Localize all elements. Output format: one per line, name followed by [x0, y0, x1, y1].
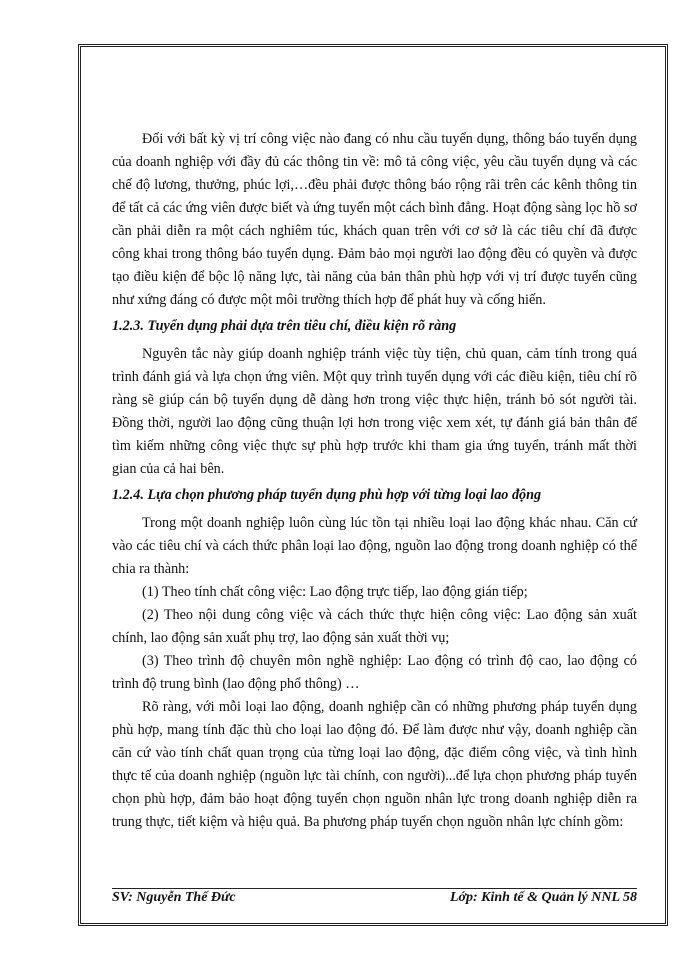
footer-student: SV: Nguyễn Thế Đức	[112, 890, 236, 905]
page-footer	[112, 890, 637, 906]
paragraph-labor-types: Trong một doanh nghiệp luôn cùng lúc tồn tại nhiều loại lao động khác nhau. Căn cứ vào các tiêu chí và cách thức phân loại lao động, nguồn lao động trong doanh nghiệp có thể chia ra thành:	[112, 515, 637, 577]
footer-class: Lớp: Kinh tế & Quản lý NNL 58	[449, 890, 637, 905]
paragraph-recruitment-notice: Đối với bất kỳ vị trí công việc nào đang có nhu cầu tuyển dụng, thông báo tuyển dụng của doanh nghiệp với đầy đủ các thông tin về: mô tả công việc, yêu cầu tuyển dụng và các chế độ lương, thưởng, phúc lợi,…đều phải được thông báo rộng rãi trên các kênh thông tin để tất cả các ứng viên được biết và ứng tuyển một cách bình đẳng. Hoạt động sàng lọc hồ sơ cần phải diễn ra một cách nghiêm túc, khách quan trên với cơ sở là các tiêu chí đã được công khai trong thông báo tuyển dụng. Đảm bảo mọi người lao động đều có quyền và được tạo điều kiện để bộc lộ năng lực, tài năng của bản thân phù hợp với vị trí được tuyển cũng như xứng đáng có được một môi trường thích hợp để phát huy và cống hiến.	[112, 131, 637, 308]
section-heading-1-2-4: 1.2.4. Lựa chọn phương pháp tuyển dụng phù hợp với từng loại lao động	[112, 487, 542, 503]
page-content	[112, 128, 637, 834]
paragraph-methods: Rõ ràng, với mỗi loại lao động, doanh nghiệp cần có những phương pháp tuyển dụng phù hợp, mang tính đặc thù cho loại lao động đó. Để làm được như vậy, doanh nghiệp cần căn cứ vào tính chất quan trọng của từng loại lao động, đặc điểm công việc, và tình hình thực tế của doanh nghiệp (nguồn lực tài chính, con người)...để lựa chọn phương pháp tuyển chọn phù hợp, đảm bảo hoạt động tuyển chọn nguồn nhân lực trong doanh nghiệp diễn ra trung thực, tiết kiệm và hiệu quả. Ba phương pháp tuyển chọn nguồn nhân lực chính gồm:	[112, 699, 637, 830]
paragraph-clear-criteria: Nguyên tắc này giúp doanh nghiệp tránh việc tùy tiện, chủ quan, cảm tính trong quá trình đánh giá và lựa chọn ứng viên. Một quy trình tuyển dụng với các điều kiện, tiêu chí rõ ràng sẽ giúp cán bộ tuyển dụng dễ dàng hơn trong việc thực hiện, tránh bỏ sót người tài. Đồng thời, người lao động cũng thuận lợi hơn trong việc xem xét, tự đánh giá bản thân để tìm kiếm những công việc thực sự phù hợp trước khi tham gia ứng tuyển, tránh mất thời gian của cả hai bên.	[112, 346, 637, 477]
list-item-1: (1) Theo tính chất công việc: Lao động trực tiếp, lao động gián tiếp;	[142, 584, 528, 600]
section-heading-1-2-3: 1.2.3. Tuyển dụng phải dựa trên tiêu chí, điều kiện rõ ràng	[112, 318, 457, 334]
list-item-2: (2) Theo nội dung công việc và cách thức thực hiện công việc: Lao động sản xuất chính, lao động sản xuất phụ trợ, lao động sản xuất thời vụ;	[112, 607, 637, 646]
list-item-3: (3) Theo trình độ chuyên môn nghề nghiệp: Lao động có trình độ cao, lao động có trình độ trung bình (lao động phổ thông) …	[112, 653, 637, 692]
footer-rule	[112, 888, 637, 889]
